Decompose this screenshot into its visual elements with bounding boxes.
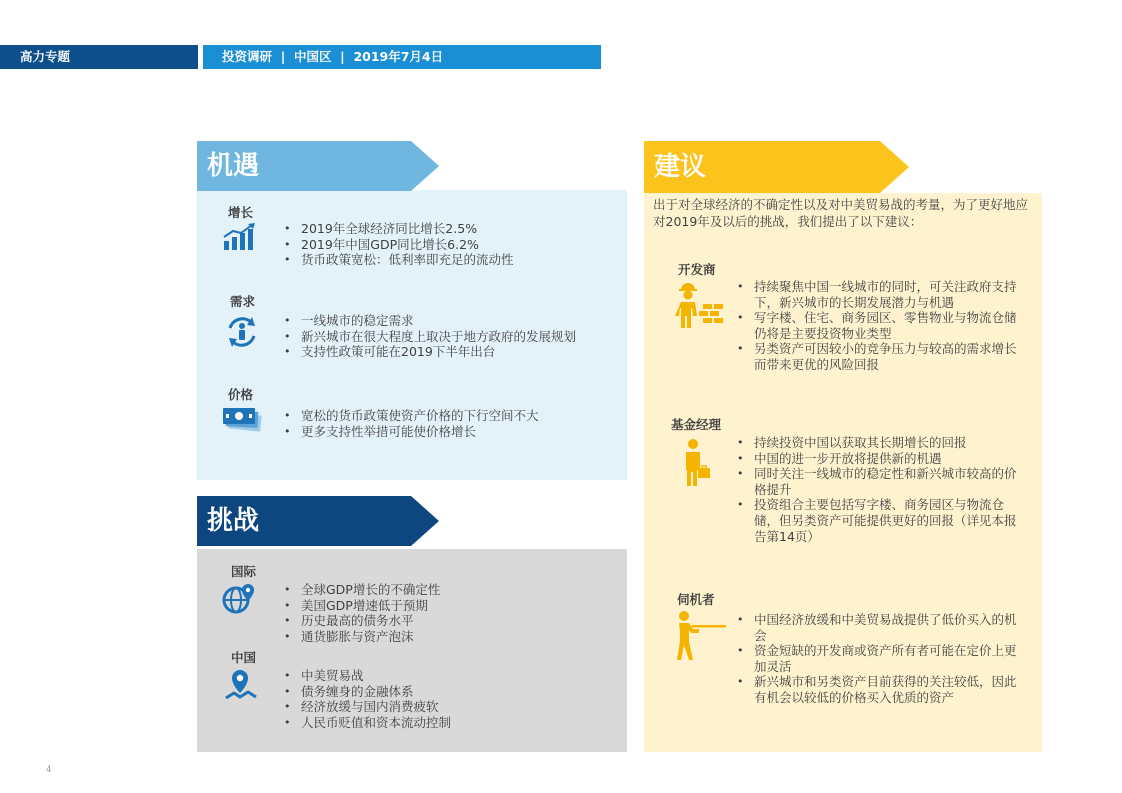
list-item: • 另类资产可因较小的竞争压力与较高的需求增长而带来更优的风险回报	[734, 341, 1026, 372]
list-item: • 2019年中国GDP同比增长6.2%	[281, 237, 611, 253]
list-item: • 通货膨胀与资产泡沫	[281, 629, 611, 645]
list-item: • 全球GDP增长的不确定性	[281, 582, 611, 598]
list-item: • 2019年全球经济同比增长2.5%	[281, 221, 611, 237]
list-item: • 美国GDP增速低于预期	[281, 598, 611, 614]
list-item: • 人民币贬值和资本流动控制	[281, 715, 611, 731]
growth-chart-icon	[222, 223, 256, 255]
list-item: • 写字楼、住宅、商务园区、零售物业与物流仓储仍将是主要投资物业类型	[734, 310, 1026, 341]
international-heading: 国际	[231, 564, 257, 579]
list-item: • 经济放缓与国内消费疲软	[281, 699, 611, 715]
list-item: • 中国的进一步开放将提供新的机遇	[734, 451, 1026, 467]
hunter-aiming-icon	[672, 610, 728, 666]
fund-manager-bullets	[734, 435, 1026, 544]
list-item: • 资金短缺的开发商或资产所有者可能在定价上更加灵活	[734, 643, 1026, 674]
developer-bullets	[734, 279, 1026, 373]
opportunist-bullets	[734, 612, 1026, 706]
list-item: • 持续聚焦中国一线城市的同时，可关注政府支持下，新兴城市的长期发展潜力与机遇	[734, 279, 1026, 310]
growth-bullets	[281, 221, 611, 268]
fund-manager-icon	[682, 438, 712, 492]
price-bullets	[281, 408, 611, 439]
list-item: • 货币政策宽松：低利率即充足的流动性	[281, 252, 611, 268]
list-item: • 历史最高的债务水平	[281, 613, 611, 629]
opportunist-heading: 伺机者	[677, 592, 715, 607]
demand-cycle-icon	[224, 314, 260, 354]
list-item: • 中国经济放缓和中美贸易战提供了低价买入的机会	[734, 612, 1026, 643]
list-item: • 投资组合主要包括写字楼、商务园区与物流仓储，但另类资产可能提供更好的回报（详见本报告第14页）	[734, 497, 1026, 544]
header-section-label: 高力专题	[0, 45, 198, 69]
developer-heading: 开发商	[678, 262, 716, 277]
developer-worker-icon	[673, 282, 725, 334]
suggestions-intro: 出于对全球经济的不确定性以及对中美贸易战的考量，为了更好地应对2019年及以后的挑战，我们提出了以下建议：	[653, 197, 1029, 229]
china-bullets	[281, 668, 611, 730]
list-item: • 同时关注一线城市的稳定性和新兴城市较高的价格提升	[734, 466, 1026, 497]
demand-heading: 需求	[230, 294, 256, 309]
map-pin-icon	[223, 668, 259, 708]
list-item: • 一线城市的稳定需求	[281, 313, 621, 329]
opportunities-banner	[197, 141, 439, 191]
list-item: • 宽松的货币政策使资产价格的下行空间不大	[281, 408, 611, 424]
list-item: • 支持性政策可能在2019下半年出台	[281, 344, 621, 360]
list-item: • 中美贸易战	[281, 668, 611, 684]
list-item: • 新兴城市在很大程度上取决于地方政府的发展规划	[281, 329, 621, 345]
globe-pin-icon	[222, 582, 258, 618]
international-bullets	[281, 582, 611, 644]
demand-bullets	[281, 313, 621, 360]
money-bills-icon	[221, 406, 263, 438]
challenges-banner	[197, 496, 439, 546]
list-item: • 新兴城市和另类资产目前获得的关注较低，因此有机会以较低的价格买入优质的资产	[734, 674, 1026, 705]
challenges-title: 挑战	[207, 506, 260, 536]
price-heading: 价格	[228, 387, 254, 402]
opportunities-title: 机遇	[207, 151, 260, 181]
fund-manager-heading: 基金经理	[671, 417, 722, 432]
list-item: • 持续投资中国以获取其长期增长的回报	[734, 435, 1026, 451]
page-number: 4	[46, 765, 52, 775]
header-report-info: 投资调研 | 中国区 | 2019年7月4日	[203, 45, 601, 69]
suggestions-banner	[644, 141, 909, 193]
growth-heading: 增长	[228, 205, 254, 220]
china-heading: 中国	[231, 650, 257, 665]
list-item: • 更多支持性举措可能使价格增长	[281, 424, 611, 440]
list-item: • 债务缠身的金融体系	[281, 684, 611, 700]
suggestions-title: 建议	[654, 152, 707, 182]
